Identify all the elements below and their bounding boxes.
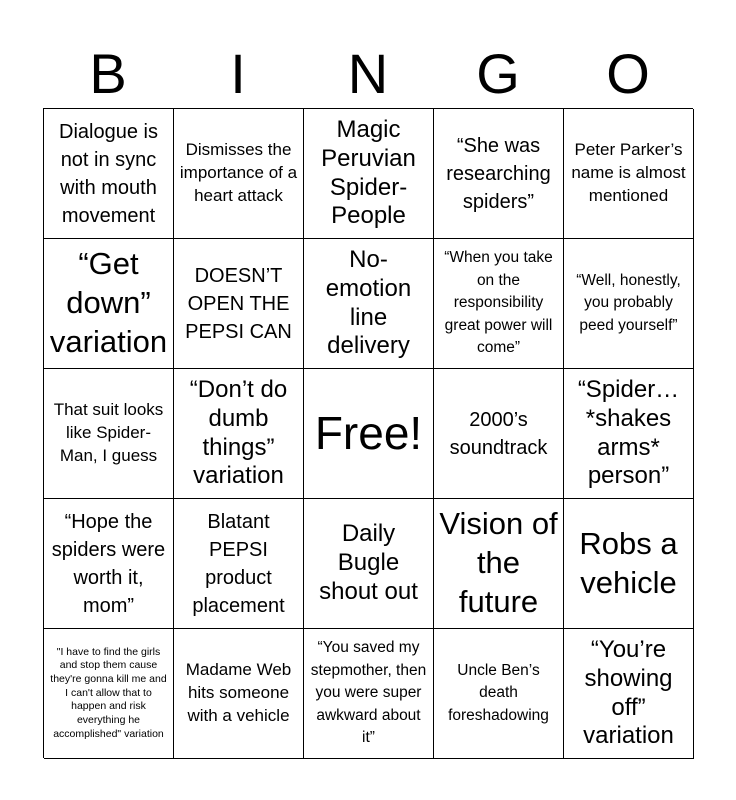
bingo-board [43,108,693,758]
bingo-cell[interactable] [434,629,564,759]
header-letter-i: I [230,42,246,105]
bingo-cell[interactable] [304,499,434,629]
bingo-cell[interactable] [434,369,564,499]
cell-text: Magic Peruvian Spider-People [321,115,416,230]
bingo-cell[interactable] [564,369,694,499]
cell-text: “She was researching spiders” [446,134,551,213]
bingo-cell[interactable] [304,239,434,369]
header-letter-n: N [347,42,389,105]
free-space-text: Free! [314,407,423,460]
free-space[interactable] [304,369,434,499]
header-letter-b: B [89,42,127,105]
bingo-cell[interactable] [44,369,174,499]
cell-text: DOESN’T OPEN THE PEPSI CAN [185,264,292,343]
header-letter-o: O [606,42,650,105]
cell-text: Vision of the future [439,506,558,619]
header-letter-g: G [476,42,520,105]
cell-text: “Don’t do dumb things” variation [189,375,288,490]
cell-text: “When you take on the responsibility great power will come” [444,249,553,357]
cell-text: Madame Web hits someone with a vehicle [185,660,292,725]
bingo-cell[interactable] [304,629,434,759]
cell-text: Dismisses the importance of a heart attack [179,140,298,205]
bingo-cell[interactable] [174,369,304,499]
bingo-cell[interactable] [564,109,694,239]
bingo-cell[interactable] [44,239,174,369]
bingo-cell[interactable] [564,629,694,759]
bingo-cell[interactable] [434,239,564,369]
cell-text: “Hope the spiders were worth it, mom” [51,510,166,617]
bingo-cell[interactable] [564,499,694,629]
bingo-cell[interactable] [44,109,174,239]
bingo-cell[interactable] [44,629,174,759]
cell-text: “You’re showing off” variation [583,635,674,750]
bingo-cell[interactable] [434,499,564,629]
bingo-cell[interactable] [44,499,174,629]
cell-text: Dialogue is not in sync with mouth movement [59,120,158,227]
cell-text: “Get down” variation [49,246,168,359]
bingo-cell[interactable] [174,629,304,759]
cell-text: Daily Bugle shout out [319,520,418,605]
cell-text: Robs a vehicle [579,525,678,600]
bingo-cell[interactable] [174,499,304,629]
cell-text: “Spider… *shakes arms* person” [577,375,680,490]
bingo-cell[interactable] [304,109,434,239]
bingo-cell[interactable] [564,239,694,369]
cell-text: "I have to find the girls and stop them cause they're gonna kill me and I can't allow that to happen and risk everything he accomplished" variation [50,645,167,740]
cell-text: Blatant PEPSI product placement [192,510,285,617]
cell-text: Uncle Ben’s death foreshadowing [448,661,549,724]
bingo-cell[interactable] [434,109,564,239]
bingo-cell[interactable] [174,109,304,239]
cell-text: “Well, honestly, you probably peed yourself” [576,271,681,334]
bingo-header [43,40,693,108]
cell-text: That suit looks like Spider-Man, I guess [53,400,164,465]
cell-text: 2000’s soundtrack [449,408,548,459]
cell-text: No-emotion line delivery [325,245,412,360]
cell-text: Peter Parker’s name is almost mentioned [571,140,686,205]
cell-text: “You saved my stepmother, then you were super awkward about it” [310,639,427,747]
bingo-cell[interactable] [174,239,304,369]
